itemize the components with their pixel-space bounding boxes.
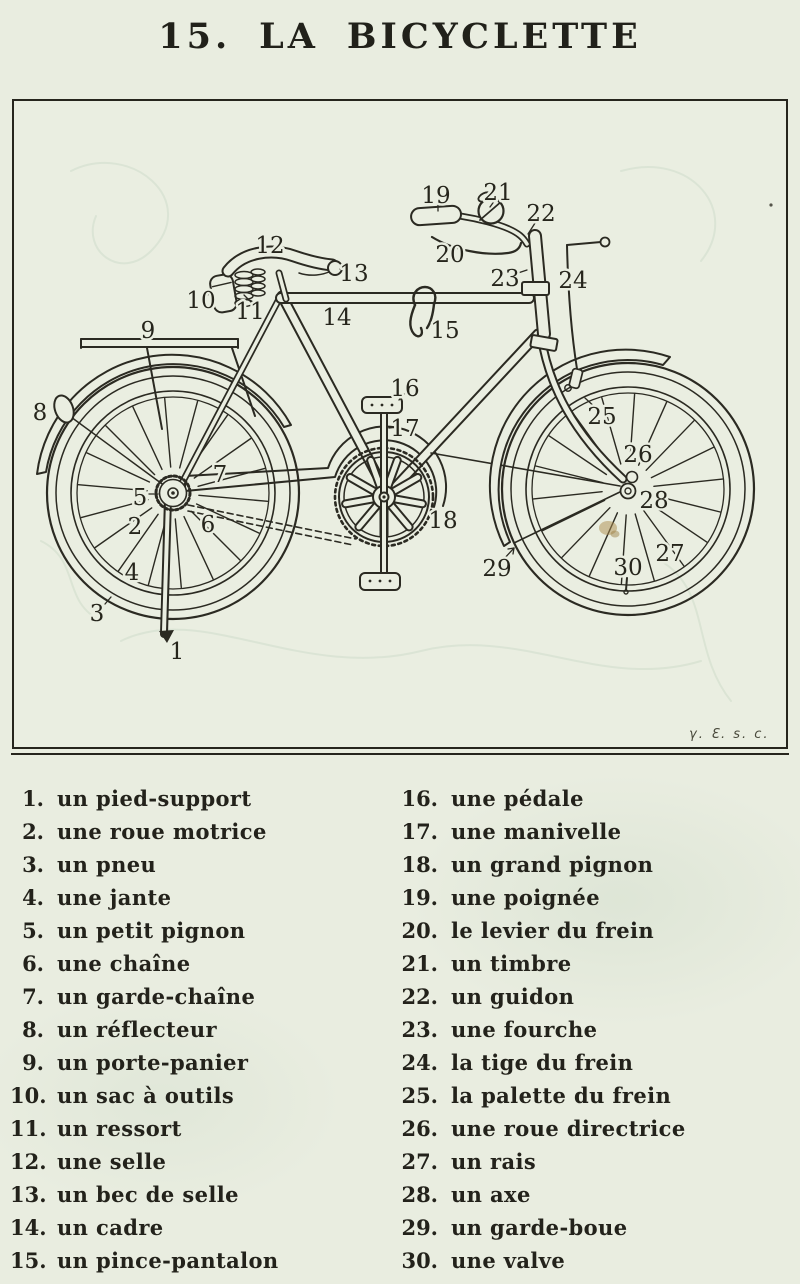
- vocab-item-number: 22.: [401, 984, 438, 1009]
- vocab-item: [398, 815, 790, 848]
- vocab-item-number: 1.: [22, 786, 44, 811]
- vocab-item: [10, 815, 390, 848]
- bicycle-diagram: [14, 101, 786, 747]
- vocab-item: [398, 980, 790, 1013]
- diagram-label-8: 8: [32, 400, 48, 426]
- vocab-item-number: 16.: [401, 786, 438, 811]
- vocab-item-text: une roue directrice: [451, 1116, 686, 1141]
- vocab-item: [10, 1145, 390, 1178]
- diagram-label-26: 26: [623, 442, 653, 468]
- vocab-item-text: une selle: [57, 1149, 167, 1174]
- handlebar: [411, 205, 527, 244]
- vocab-item: [398, 1244, 790, 1277]
- diagram-label-14: 14: [322, 305, 352, 331]
- vocab-item: [10, 1079, 390, 1112]
- vocab-item-text: la tige du frein: [451, 1050, 634, 1075]
- vocab-item: [398, 881, 790, 914]
- vocab-item: [10, 1178, 390, 1211]
- vocab-item-number: 26.: [401, 1116, 438, 1141]
- rear-sprocket: [156, 476, 190, 510]
- vocab-item-number: 7.: [22, 984, 44, 1009]
- vocab-item-number: 27.: [401, 1149, 438, 1174]
- vocab-item-text: un ressort: [57, 1116, 182, 1141]
- diagram-label-7: 7: [212, 462, 228, 488]
- vocab-item-text: un pied-support: [57, 786, 252, 811]
- vocab-item: [398, 1112, 790, 1145]
- diagram-label-11: 11: [235, 299, 265, 325]
- diagram-label-18: 18: [428, 508, 458, 534]
- vocabulary-column-left: [10, 782, 390, 1277]
- title-word-bicyclette: BICYCLETTE: [346, 16, 642, 57]
- diagram-label-27: 27: [655, 541, 685, 567]
- vocab-item-number: 10.: [10, 1083, 47, 1108]
- vocab-item-text: un garde-chaîne: [57, 984, 256, 1009]
- diagram-label-17: 17: [390, 416, 420, 442]
- bicycle-figure-box: [12, 99, 788, 749]
- page-title: [0, 16, 800, 57]
- vocab-item-text: un porte-panier: [57, 1050, 249, 1075]
- vocab-item-number: 18.: [401, 852, 438, 877]
- vocab-item-number: 13.: [10, 1182, 47, 1207]
- vocab-item-number: 2.: [22, 819, 44, 844]
- diagram-label-29: 29: [482, 556, 512, 582]
- vocab-item-number: 30.: [401, 1248, 438, 1273]
- diagram-label-9: 9: [140, 318, 156, 344]
- figure-bottom-rule: [11, 753, 789, 755]
- vocab-item-number: 23.: [401, 1017, 438, 1042]
- vocab-item-number: 4.: [22, 885, 44, 910]
- vocab-item-number: 11.: [10, 1116, 47, 1141]
- vocab-item: [398, 1079, 790, 1112]
- vocab-item-text: un pince-pantalon: [57, 1248, 279, 1273]
- vocab-item: [398, 947, 790, 980]
- vocab-item-number: 17.: [401, 819, 438, 844]
- vocab-item-text: une roue motrice: [57, 819, 267, 844]
- title-word-la: LA: [259, 16, 319, 57]
- vocab-item-number: 20.: [401, 918, 438, 943]
- vocab-item-text: une chaîne: [57, 951, 191, 976]
- vocab-item: [398, 914, 790, 947]
- vocab-item: [398, 1178, 790, 1211]
- vocab-item: [398, 1046, 790, 1079]
- vocab-item-number: 12.: [10, 1149, 47, 1174]
- vocab-item: [10, 1244, 390, 1277]
- diagram-label-15: 15: [430, 318, 460, 344]
- vocab-item: [10, 947, 390, 980]
- vocab-item-text: un pneu: [57, 852, 157, 877]
- vocab-item-text: un axe: [451, 1182, 531, 1207]
- vocab-item-text: un garde-boue: [451, 1215, 628, 1240]
- diagram-label-21: 21: [483, 180, 513, 206]
- kickstand: [159, 498, 174, 643]
- vocab-item: [398, 848, 790, 881]
- vocab-item: [10, 1046, 390, 1079]
- diagram-label-13: 13: [339, 261, 369, 287]
- vocab-item-number: 9.: [22, 1050, 44, 1075]
- diagram-label-10: 10: [186, 288, 216, 314]
- vocab-item: [10, 980, 390, 1013]
- vocab-item-number: 14.: [10, 1215, 47, 1240]
- vocab-item: [398, 1145, 790, 1178]
- vocab-item: [10, 1112, 390, 1145]
- diagram-label-3: 3: [89, 601, 105, 627]
- vocab-item-text: une pédale: [451, 786, 584, 811]
- cranks: [380, 413, 389, 575]
- diagram-label-24: 24: [558, 268, 588, 294]
- diagram-label-25: 25: [587, 404, 617, 430]
- vocab-item: [398, 782, 790, 815]
- diagram-label-5: 5: [132, 485, 148, 511]
- vocab-item-text: une jante: [57, 885, 172, 910]
- illustrator-signature: γ. Ɛ. s. c.: [689, 727, 770, 742]
- vocab-item-text: une fourche: [451, 1017, 598, 1042]
- vocab-item-text: le levier du frein: [451, 918, 655, 943]
- vocab-item-number: 6.: [22, 951, 44, 976]
- vocab-item-text: un réflecteur: [57, 1017, 218, 1042]
- vocab-item-number: 15.: [10, 1248, 47, 1273]
- vocab-item-number: 29.: [401, 1215, 438, 1240]
- diagram-label-19: 19: [421, 183, 451, 209]
- vocab-item-number: 5.: [22, 918, 44, 943]
- diagram-labels: [33, 180, 685, 665]
- diagram-label-1: 1: [169, 639, 185, 665]
- pedal-bottom: [360, 573, 400, 590]
- diagram-label-6: 6: [200, 512, 216, 538]
- vocab-item: [10, 1211, 390, 1244]
- diagram-label-30: 30: [613, 555, 643, 581]
- vocabulary-column-right: [398, 782, 790, 1277]
- diagram-label-4: 4: [124, 560, 140, 586]
- vocab-item: [10, 782, 390, 815]
- vocab-item-text: un grand pignon: [451, 852, 654, 877]
- vocab-item-number: 28.: [401, 1182, 438, 1207]
- vocab-item-number: 24.: [401, 1050, 438, 1075]
- diagram-label-20: 20: [435, 242, 465, 268]
- vocab-item-text: un rais: [451, 1149, 537, 1174]
- vocab-item-number: 25.: [401, 1083, 438, 1108]
- diagram-label-2: 2: [127, 514, 143, 540]
- vocab-item-text: un guidon: [451, 984, 575, 1009]
- vocab-item: [10, 914, 390, 947]
- vocab-item-text: un petit pignon: [57, 918, 246, 943]
- vocab-item-text: un timbre: [451, 951, 572, 976]
- vocab-item-number: 21.: [401, 951, 438, 976]
- vocab-item-text: une poignée: [451, 885, 600, 910]
- vocab-item-text: une valve: [451, 1248, 566, 1273]
- vocab-item-number: 19.: [401, 885, 438, 910]
- vocab-item-number: 3.: [22, 852, 44, 877]
- diagram-label-23: 23: [490, 266, 520, 292]
- lesson-number: 15.: [158, 16, 232, 57]
- vocab-item: [398, 1013, 790, 1046]
- vocab-item: [398, 1211, 790, 1244]
- vocab-item-text: un sac à outils: [57, 1083, 235, 1108]
- diagram-label-22: 22: [526, 201, 556, 227]
- vocab-item: [10, 881, 390, 914]
- vocab-item-text: la palette du frein: [451, 1083, 672, 1108]
- vocab-item-text: un bec de selle: [57, 1182, 239, 1207]
- vocab-item: [10, 1013, 390, 1046]
- diagram-label-16: 16: [390, 376, 420, 402]
- vocab-item-text: un cadre: [57, 1215, 164, 1240]
- vocab-item-text: une manivelle: [451, 819, 622, 844]
- vocab-item-number: 8.: [22, 1017, 44, 1042]
- vocab-item: [10, 848, 390, 881]
- diagram-label-28: 28: [639, 488, 669, 514]
- diagram-label-12: 12: [255, 233, 285, 259]
